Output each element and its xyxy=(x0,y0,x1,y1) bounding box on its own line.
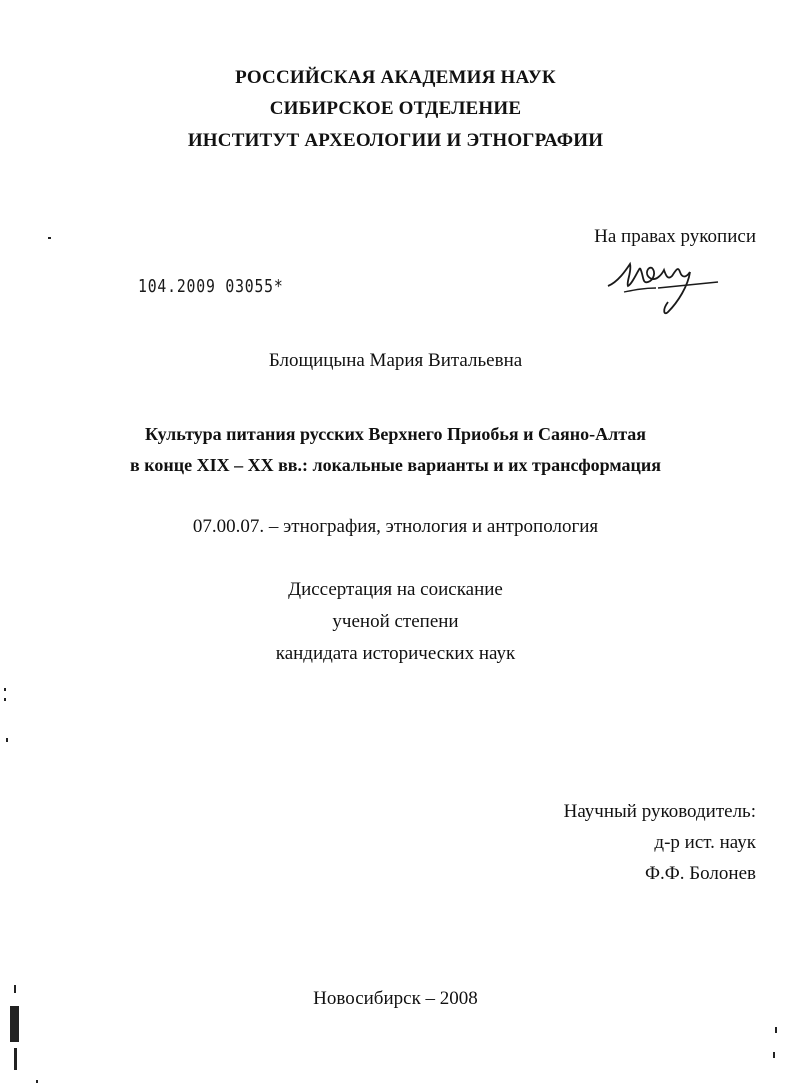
scan-speck xyxy=(773,1052,775,1058)
scan-speck xyxy=(36,1080,38,1083)
city-year: Новосибирск – 2008 xyxy=(313,988,478,1009)
scan-speck xyxy=(14,1048,17,1070)
author-name: Блощицына Мария Витальевна xyxy=(268,350,523,371)
supervisor-label: Научный руководитель: xyxy=(563,801,756,822)
specialty-code: 07.00.07. – этнография, этнология и антропология xyxy=(192,516,599,537)
dissertation-title-line1: Культура питания русских Верхнего Приобья и Саяно-Алтая xyxy=(144,424,647,444)
supervisor-degree: д-р ист. наук xyxy=(654,832,756,853)
scan-speck xyxy=(775,1027,777,1033)
supervisor-name: Ф.Ф. Болонев xyxy=(645,863,756,884)
header-institute: ИНСТИТУТ АРХЕОЛОГИИ И ЭТНОГРАФИИ xyxy=(187,130,604,151)
scan-speck xyxy=(4,698,6,701)
scan-speck xyxy=(6,738,8,742)
degree-line2: ученой степени xyxy=(332,611,459,632)
scan-speck xyxy=(10,1006,19,1042)
archive-stamp-number: 104.2009 03055* xyxy=(138,276,284,297)
header-academy: РОССИЙСКАЯ АКАДЕМИЯ НАУК xyxy=(235,67,556,88)
header-branch: СИБИРСКОЕ ОТДЕЛЕНИЕ xyxy=(269,98,522,119)
scan-speck xyxy=(4,688,6,691)
degree-line3: кандидата исторических наук xyxy=(275,643,516,664)
dissertation-title-line2: в конце XIX – XX вв.: локальные варианты и их трансформация xyxy=(129,455,662,475)
rights-note: На правах рукописи xyxy=(594,226,756,247)
signature-image xyxy=(604,252,722,318)
scan-speck xyxy=(14,985,16,993)
degree-line1: Диссертация на соискание xyxy=(288,579,503,600)
scan-speck xyxy=(48,237,51,239)
